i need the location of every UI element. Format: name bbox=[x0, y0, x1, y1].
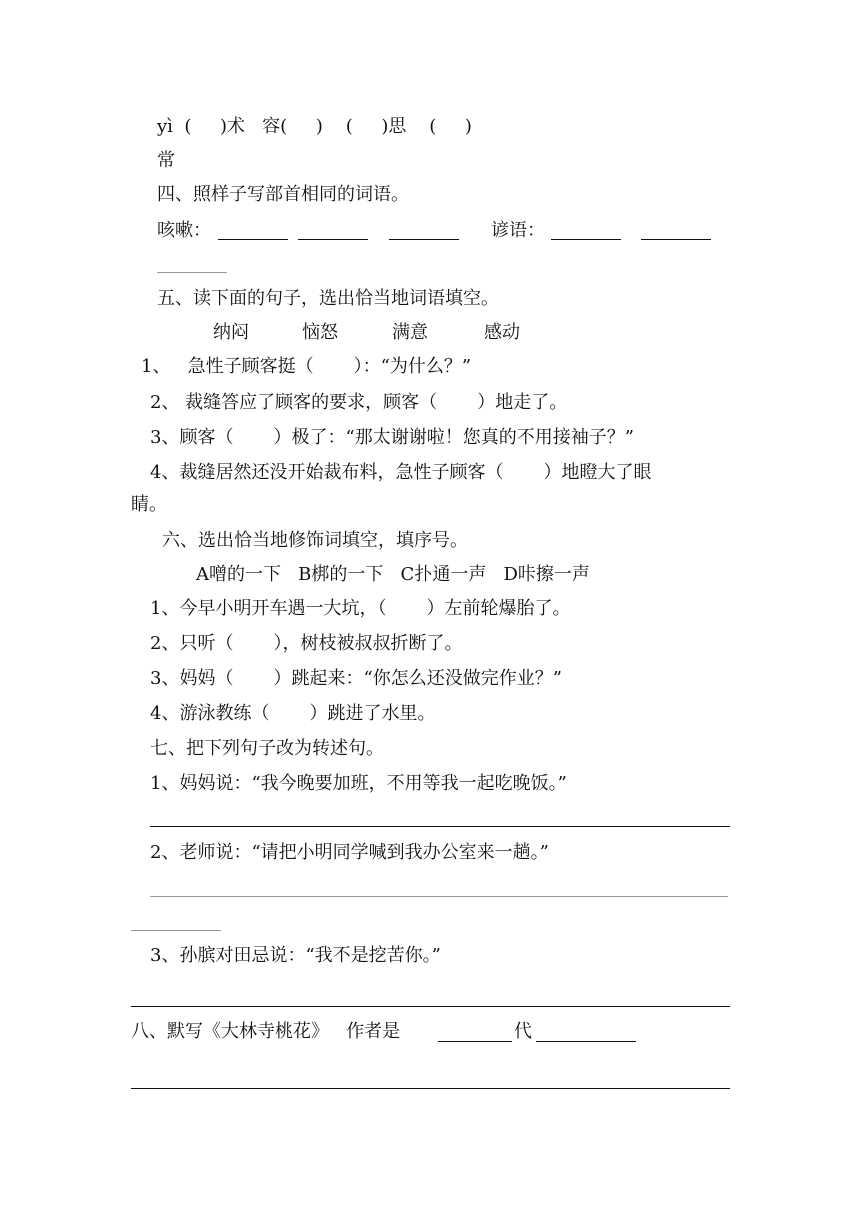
option-word: 感动 bbox=[484, 322, 520, 343]
section5-q2: 2、 裁缝答应了顾客的要求，顾客（ ）地走了。 bbox=[150, 392, 568, 413]
section6-q3: 3、妈妈（ ）跳起来：“你怎么还没做完作业？” bbox=[150, 668, 562, 689]
answer-blank[interactable] bbox=[641, 239, 711, 240]
answer-blank[interactable] bbox=[157, 272, 227, 273]
answer-line[interactable] bbox=[131, 930, 221, 931]
section7-title: 七、把下列句子改为转述句。 bbox=[150, 738, 384, 759]
section6-q4: 4、游泳教练（ ）跳进了水里。 bbox=[150, 703, 436, 724]
answer-blank[interactable] bbox=[389, 239, 459, 240]
section4-word2: 谚语： bbox=[491, 220, 545, 241]
section6-q1: 1、今早小明开车遇一大坑，（ ）左前轮爆胎了。 bbox=[150, 598, 571, 619]
section6-q2: 2、只听（ ），树枝被叔叔折断了。 bbox=[150, 633, 463, 654]
section7-q1: 1、妈妈说：“我今晚要加班，不用等我一起吃晚饭。” bbox=[150, 773, 567, 794]
option-word: 纳闷 bbox=[213, 322, 249, 343]
answer-line[interactable] bbox=[131, 1088, 730, 1089]
section7-q2: 2、老师说：“请把小明同学喊到我办公室来一趟。” bbox=[150, 842, 549, 863]
answer-line[interactable] bbox=[150, 826, 730, 827]
author-blank[interactable] bbox=[438, 1041, 512, 1042]
section8-dynasty: 代 bbox=[514, 1021, 532, 1042]
option-word: 恼怒 bbox=[302, 322, 338, 343]
section5-q4b: 睛。 bbox=[131, 494, 167, 515]
section5-q4a: 4、裁缝居然还没开始裁布料，急性子顾客（ ）地瞪大了眼 bbox=[150, 462, 652, 483]
answer-blank[interactable] bbox=[218, 239, 288, 240]
answer-line[interactable] bbox=[131, 1006, 730, 1007]
section5-title: 五、读下面的句子，选出恰当地词语填空。 bbox=[157, 288, 499, 309]
answer-line[interactable] bbox=[150, 896, 728, 897]
section5-q3: 3、顾客（ ）极了：“那太谢谢啦！您真的不用接袖子？” bbox=[150, 427, 634, 448]
section4-word1: 咳嗽： bbox=[157, 220, 211, 241]
section6-options: A噌的一下 B梆的一下 C扑通一声 D咔擦一声 bbox=[196, 564, 590, 585]
answer-blank[interactable] bbox=[551, 239, 621, 240]
section3-line1: yì ( )术 容( ) ( )思 ( ) bbox=[157, 116, 472, 137]
section3-line2: 常 bbox=[157, 150, 175, 171]
section5-q1: 1、 急性子顾客挺（ ）：“为什么？” bbox=[141, 356, 472, 377]
section4-title: 四、照样子写部首相同的词语。 bbox=[157, 184, 409, 205]
answer-blank[interactable] bbox=[298, 239, 368, 240]
section7-q3: 3、孙膑对田忌说：“我不是挖苦你。” bbox=[150, 945, 441, 966]
option-word: 满意 bbox=[392, 322, 428, 343]
section8-title: 八、默写《大林寺桃花》 作者是 bbox=[131, 1021, 401, 1042]
dynasty-blank[interactable] bbox=[536, 1041, 636, 1042]
section6-title: 六、选出恰当地修饰词填空，填序号。 bbox=[162, 530, 468, 551]
